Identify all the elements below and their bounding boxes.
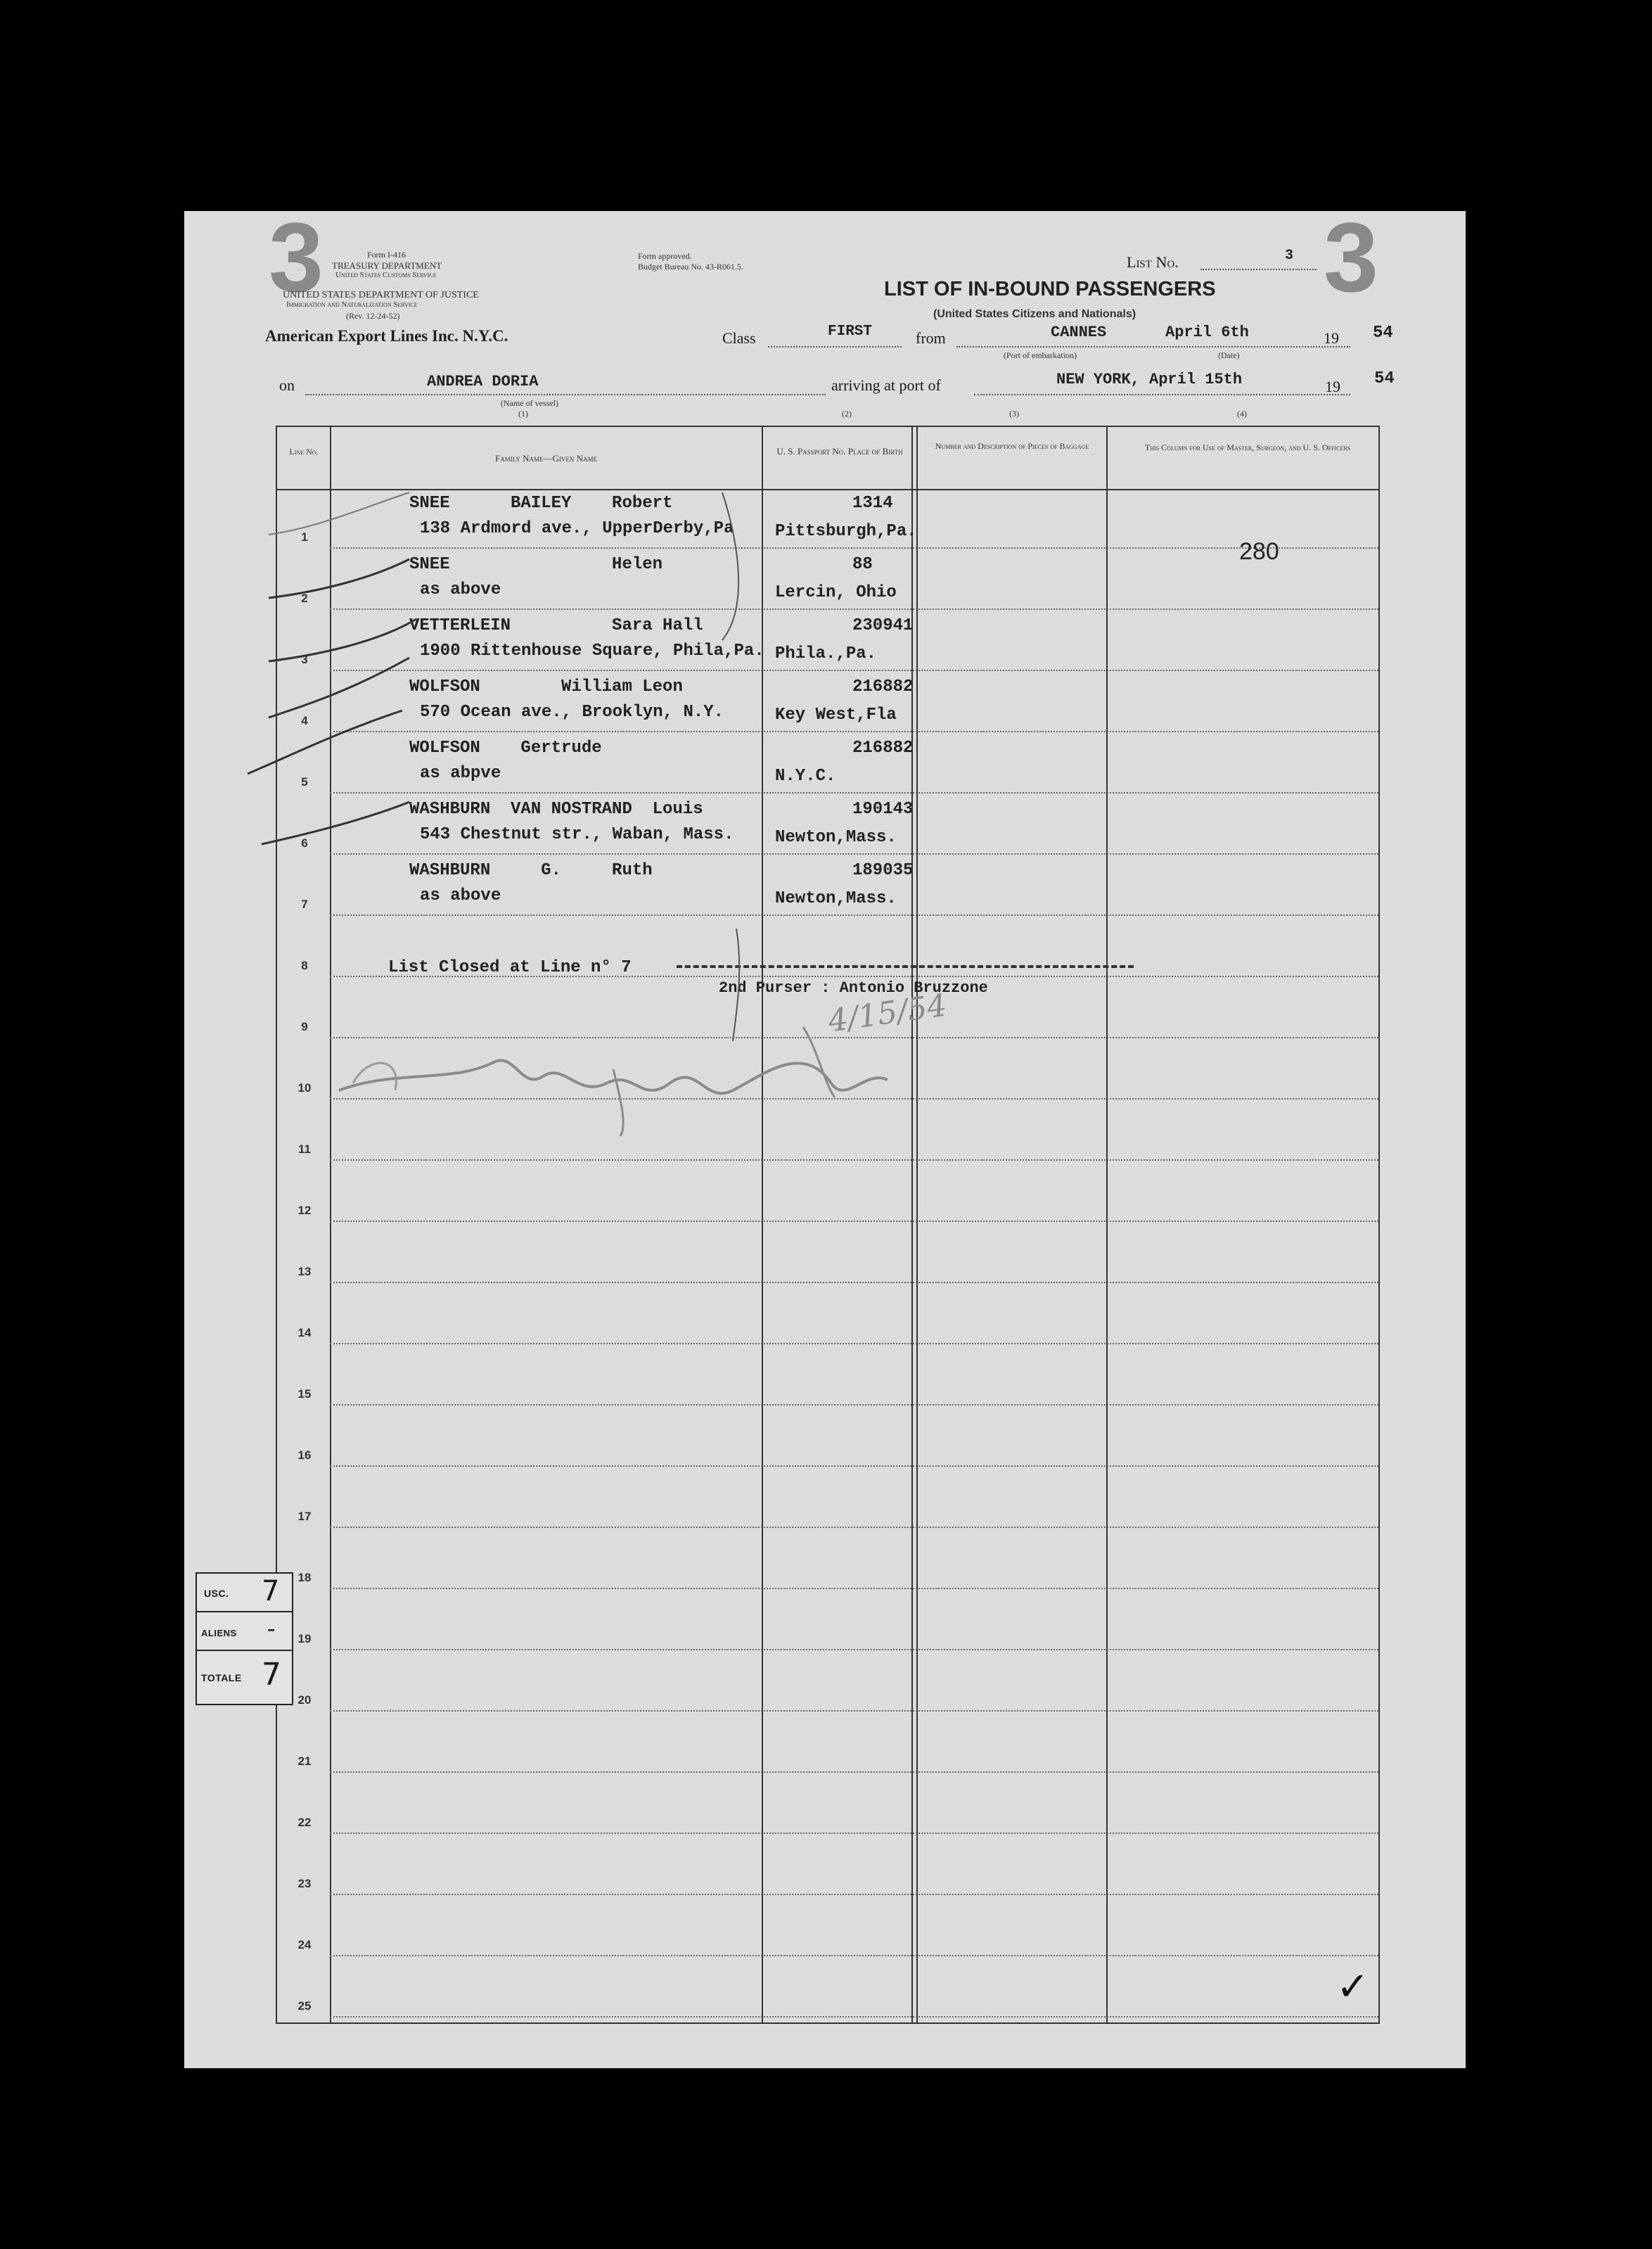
line-number: 14: [297, 1326, 312, 1339]
place-of-birth: Key West,Fla: [775, 706, 897, 725]
passenger-name: VETTERLEIN Sara Hall: [409, 616, 703, 635]
tally-box-usc: [196, 1572, 293, 1614]
row-rule: [330, 1955, 1378, 1956]
aliens-label: ALIENS: [201, 1628, 237, 1638]
passenger-name: SNEE Helen: [409, 555, 663, 574]
passenger-name: WOLFSON Gertrude: [409, 739, 602, 758]
port-embark-caption: (Port of embarkation): [1004, 350, 1077, 360]
list-no-line: [1200, 269, 1317, 270]
total-label: TOTALE: [201, 1672, 242, 1683]
line-number: 21: [297, 1754, 312, 1768]
on-label: on: [279, 376, 295, 394]
row-rule: [330, 1527, 1378, 1528]
row-rule: [330, 1588, 1378, 1589]
col-1-caption: (1): [518, 409, 528, 419]
row-rule: [330, 1833, 1378, 1834]
line-number: 2: [301, 592, 308, 605]
passenger-address: 138 Ardmord ave., UpperDerby,Pa: [420, 519, 734, 538]
line-number: 11: [298, 1142, 311, 1156]
class-line: [768, 346, 902, 348]
from-port: CANNES: [1051, 324, 1107, 341]
passport-number: 230941: [852, 616, 914, 635]
header-passport: U. S. Passport No. Place of Birth: [776, 446, 903, 457]
place-of-birth: Newton,Mass.: [775, 889, 897, 908]
passenger-address: 543 Chestnut str., Waban, Mass.: [420, 825, 734, 844]
passport-number: 1314: [852, 494, 893, 513]
vessel-name: ANDREA DORIA: [427, 373, 539, 390]
shipping-line: American Export Lines Inc. N.Y.C.: [265, 327, 508, 345]
treasury-department: TREASURY DEPARTMENT: [332, 260, 442, 271]
passenger-address: as above: [420, 886, 501, 905]
signature-date: 4/15/54: [826, 987, 949, 1040]
col-2-caption: (2): [842, 409, 852, 419]
form-approved: Form approved.: [638, 251, 692, 261]
from-line: [956, 346, 1350, 348]
from-year-prefix: 19: [1324, 329, 1339, 347]
from-date: April 6th: [1165, 324, 1249, 341]
line-number: 13: [297, 1265, 312, 1278]
arriving-label: arriving at port of: [831, 376, 941, 394]
line-number: 22: [297, 1816, 312, 1829]
passenger-name: WASHBURN G. Ruth: [409, 861, 653, 880]
revision: (Rev. 12-24-52): [346, 311, 400, 321]
passport-number: 216882: [852, 739, 914, 758]
check-mark: ✓: [1336, 1964, 1369, 2010]
row-rule: [330, 1282, 1378, 1283]
row-rule: [330, 2016, 1378, 2018]
list-number-stamp-left: 3: [269, 202, 324, 312]
passenger-address: 570 Ocean ave., Brooklyn, N.Y.: [420, 703, 724, 722]
list-number-stamp-right: 3: [1324, 202, 1378, 312]
line-number: 20: [297, 1693, 312, 1707]
dept-of-justice: UNITED STATES DEPARTMENT OF JUSTICE: [283, 290, 479, 300]
row-rule: [330, 1649, 1378, 1650]
customs-service: United States Customs Service: [335, 271, 437, 279]
line-number: 9: [301, 1020, 308, 1033]
vessel-caption: (Name of vessel): [501, 398, 558, 408]
line-number: 25: [297, 1999, 312, 2013]
usc-value: 7: [262, 1575, 280, 1607]
line-number: 1: [301, 530, 308, 544]
from-label: from: [916, 329, 946, 347]
budget-bureau: Budget Bureau No. 43-R061.5.: [638, 262, 743, 272]
tally-box-total: [196, 1650, 293, 1705]
list-closed-note: List Closed at Line n° 7: [388, 958, 632, 977]
header-officers: This Column for Use of Master, Surgeon, and U. S. Officers: [1144, 442, 1351, 452]
officer-mark-280: 280: [1239, 538, 1279, 565]
passenger-address: as abpve: [420, 764, 501, 783]
passenger-list-page: [184, 202, 1466, 2068]
from-year: 54: [1373, 324, 1393, 343]
place-of-birth: Pittsburgh,Pa.: [775, 522, 917, 541]
page-title: LIST OF IN-BOUND PASSENGERS: [884, 278, 1216, 300]
header-line-no: Line No.: [289, 447, 319, 457]
aliens-value: -: [267, 1615, 276, 1641]
class-label: Class: [722, 329, 756, 347]
passport-number: 190143: [852, 800, 914, 819]
row-rule: [330, 1894, 1378, 1895]
header-name: Family Name—Given Name: [495, 453, 597, 464]
bracket-marks: [708, 478, 764, 1111]
passport-number: 189035: [852, 861, 914, 880]
line-number: 19: [297, 1632, 312, 1645]
list-no-label: List No.: [1127, 253, 1179, 271]
row-rule: [330, 1710, 1378, 1712]
col-divider-baggage: [1106, 427, 1108, 2022]
line-number: 17: [297, 1510, 312, 1523]
header-baggage: Number and Description of Pieces of Baggage: [935, 441, 1089, 451]
place-of-birth: Lercin, Ohio: [775, 583, 897, 602]
ins-service: Immigration and Naturalization Service: [286, 300, 418, 309]
row-rule: [330, 1343, 1378, 1344]
place-of-birth: N.Y.C.: [775, 767, 836, 786]
line-number: 4: [301, 714, 308, 727]
place-of-birth: Newton,Mass.: [775, 828, 897, 847]
row-rule: [330, 1771, 1378, 1773]
pen-tick-marks: [241, 478, 606, 1182]
passenger-name: SNEE BAILEY Robert: [409, 494, 673, 513]
col-divider-passport: [911, 427, 918, 2022]
class-value: FIRST: [828, 324, 873, 340]
line-number: 15: [297, 1387, 312, 1401]
line-number: 5: [301, 775, 308, 789]
place-of-birth: Phila.,Pa.: [775, 644, 877, 663]
line-number: 10: [297, 1081, 312, 1095]
passenger-name: WOLFSON William Leon: [409, 677, 683, 696]
line-number: 3: [301, 653, 308, 666]
arrival-port-date: NEW YORK, April 15th: [1056, 371, 1243, 388]
tally-box-aliens: [196, 1611, 293, 1652]
col-3-caption: (3): [1009, 409, 1019, 419]
row-rule: [330, 1221, 1378, 1222]
line-number: 16: [297, 1448, 312, 1462]
arrival-line: [974, 394, 1350, 395]
form-id: Form I-416: [367, 250, 406, 260]
usc-label: USC.: [204, 1588, 229, 1599]
line-number: 12: [297, 1204, 312, 1217]
line-number: 18: [297, 1571, 312, 1584]
line-number: 24: [297, 1938, 312, 1951]
arrival-year-prefix: 19: [1325, 378, 1340, 395]
vessel-line: [305, 394, 826, 395]
date-caption: (Date): [1218, 350, 1240, 360]
passenger-name: WASHBURN VAN NOSTRAND Louis: [409, 800, 703, 819]
list-no-value: 3: [1285, 248, 1294, 264]
line-number: 7: [301, 898, 308, 911]
line-number: 23: [297, 1877, 312, 1890]
passport-number: 216882: [852, 677, 914, 696]
passenger-address: 1900 Rittenhouse Square, Phila,Pa.: [420, 642, 764, 661]
arrival-year: 54: [1374, 369, 1395, 388]
page-subtitle: (United States Citizens and Nationals): [933, 308, 1136, 320]
total-value: 7: [262, 1657, 281, 1693]
line-number: 8: [301, 959, 308, 972]
col-4-caption: (4): [1237, 409, 1247, 419]
row-rule: [330, 1404, 1378, 1406]
passenger-address: as above: [420, 580, 501, 599]
row-rule: [330, 1465, 1378, 1467]
purser-signature: 2nd Purser : Antonio Bruzzone: [719, 979, 988, 997]
passport-number: 88: [852, 555, 873, 574]
line-number: 6: [301, 836, 308, 850]
